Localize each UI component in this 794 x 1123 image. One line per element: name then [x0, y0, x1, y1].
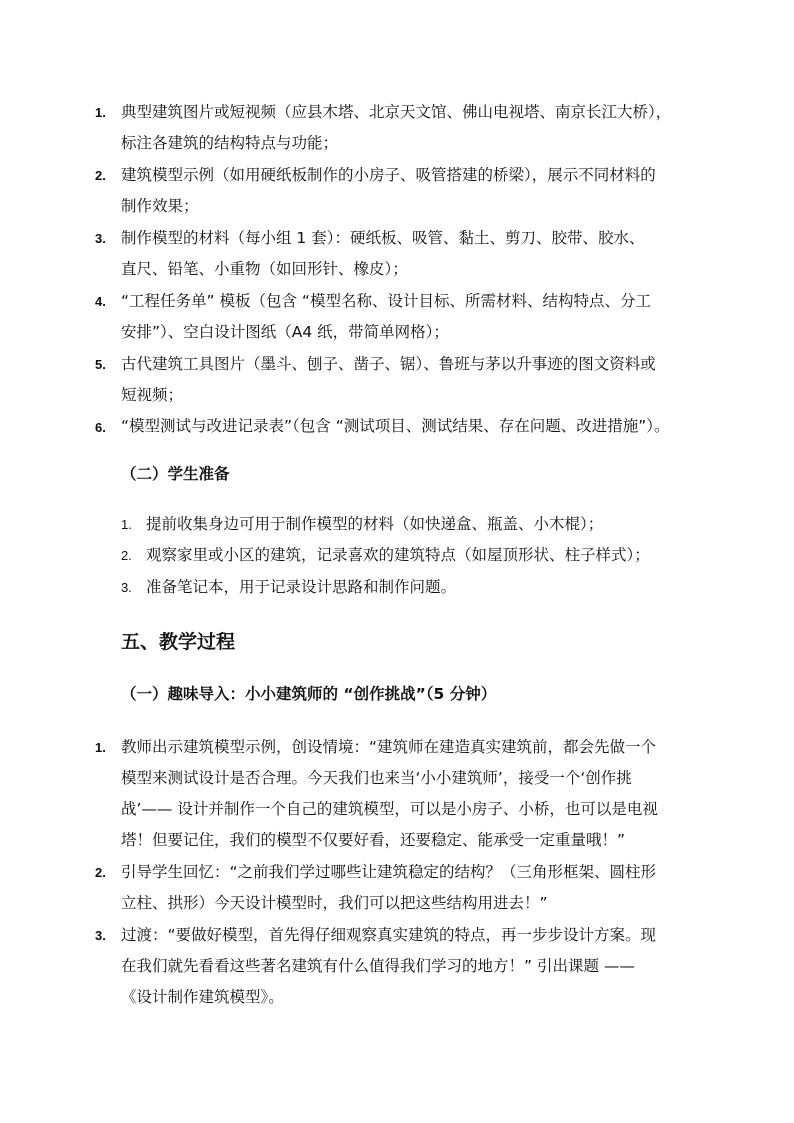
list-item-text: 引导学生回忆：“之前我们学过哪些让建筑稳定的结构？（三角形框架、圆柱形 — [121, 863, 657, 881]
list-item-text: “工程任务单” 模板（包含 “模型名称、设计目标、所需材料、结构特点、分工 — [121, 292, 651, 310]
list-number: 6. — [95, 420, 106, 435]
list-item-text: 典型建筑图片或短视频（应县木塔、北京天文馆、佛山电视塔、南京长江大桥）， — [121, 103, 672, 121]
list-number: 3. — [95, 231, 106, 246]
list-item-text: 《设计制作建筑模型》。 — [121, 988, 284, 1006]
list-item-text: 制作模型的材料（每小组 1 套）：硬纸板、吸管、黏土、剪刀、胶带、胶水、 — [121, 229, 645, 247]
section-heading: （二）学生准备 — [121, 465, 230, 483]
subsection-heading: （一）趣味导入：小小建筑师的 “创作挑战”（5 分钟） — [121, 685, 497, 703]
list-item-text: 在我们就先看看这些著名建筑有什么值得我们学习的地方！” 引出课题 —— — [121, 957, 635, 975]
list-number: 1. — [95, 740, 106, 755]
list-item-text: 模型来测试设计是否合理。今天我们也来当‘小小建筑师’，接受一个‘创作挑 — [121, 769, 632, 787]
list-number: 1. — [95, 105, 106, 120]
list-item-text: 古代建筑工具图片（墨斗、刨子、凿子、锯）、鲁班与茅以升事迹的图文资料或 — [121, 355, 656, 373]
list-number: 2. — [95, 168, 106, 183]
list-item-text: 标注各建筑的结构特点与功能； — [121, 134, 339, 152]
list-item-text: 提前收集身边可用于制作模型的材料（如快递盒、瓶盖、小木棍）； — [146, 515, 604, 533]
list-item-text: 战’—— 设计并制作一个自己的建筑模型，可以是小房子、小桥，也可以是电视 — [121, 800, 658, 818]
list-item-text: 安排”）、空白设计图纸（A4 纸，带简单网格）； — [121, 323, 449, 341]
list-number: 3. — [121, 580, 132, 595]
list-item-text: 观察家里或小区的建筑，记录喜欢的建筑特点（如屋顶形状、柱子样式）； — [146, 546, 650, 564]
section-title: 五、教学过程 — [121, 631, 236, 653]
list-item-text: 过渡：“要做好模型，首先得仔细观察真实建筑的特点，再一步步设计方案。现 — [121, 926, 657, 944]
list-item-text: 准备笔记本，用于记录设计思路和制作问题。 — [146, 578, 457, 596]
list-item-text: 直尺、铅笔、小重物（如回形针、橡皮）； — [121, 260, 408, 278]
list-item-text: 短视频； — [121, 386, 184, 404]
list-number: 2. — [121, 548, 132, 563]
list-item-text: 立柱、拱形）今天设计模型时，我们可以把这些结构用进去！” — [121, 894, 548, 912]
list-number: 1. — [121, 517, 132, 532]
list-item-text: “模型测试与改进记录表”（包含 “测试项目、测试结果、存在问题、改进措施”）。 — [121, 417, 670, 435]
list-number: 5. — [95, 357, 106, 372]
list-item-text: 塔！但要记住，我们的模型不仅要好看，还要稳定、能承受一定重量哦！” — [121, 831, 626, 849]
list-item-text: 教师出示建筑模型示例，创设情境：“建筑师在建造真实建筑前，都会先做一个 — [121, 738, 657, 756]
list-item-text: 制作效果； — [121, 197, 199, 215]
list-number: 4. — [95, 294, 106, 309]
list-number: 3. — [95, 928, 106, 943]
list-item-text: 建筑模型示例（如用硬纸板制作的小房子、吸管搭建的桥梁），展示不同材料的 — [121, 166, 656, 184]
list-number: 2. — [95, 865, 106, 880]
